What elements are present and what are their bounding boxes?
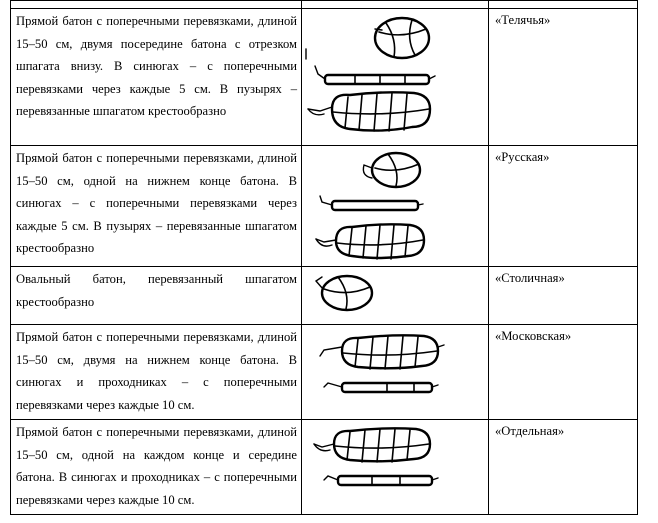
casing-sausage-icon <box>320 196 423 210</box>
description-text-line: Овальный батон, перевязанный шпагатом крестообразно <box>16 272 297 309</box>
casing-sausage-icon <box>315 66 435 84</box>
description-cell <box>11 146 302 267</box>
description-text-line: Прямой батон с поперечными перевязками, длиной 15–50 см, одной на каждом конце и середине батона. В синюгах и проходниках – с поперечными перевязками через каждые 10 см. <box>16 425 297 507</box>
sausage-name: «Столичная» <box>495 271 565 285</box>
table-cell <box>302 1 489 9</box>
description-text <box>11 9 301 125</box>
bubble-sausage-icon <box>363 153 420 187</box>
table-row <box>11 146 638 267</box>
description-text-line: Прямой батон с поперечными перевязками, длиной 15–50 см, двумя посередине батона с отрезком шпагата внизу. В синюгах – с поперечными перевязками через каждые 5 см. В пузырях – перевязанные шпагатом крестообразно <box>16 14 297 119</box>
sausage-illustration <box>302 9 488 143</box>
sausage-illustration <box>302 146 488 264</box>
description-cell <box>11 267 302 325</box>
sausage-illustration <box>302 325 488 417</box>
illustration-cell <box>302 146 489 267</box>
name-cell <box>489 420 638 515</box>
description-cell <box>11 325 302 420</box>
illustration-cell <box>302 9 489 146</box>
illustration-cell <box>302 267 489 325</box>
table-row-top-stub <box>11 1 638 9</box>
name-cell <box>489 9 638 146</box>
name-cell <box>489 325 638 420</box>
table-row <box>11 9 638 146</box>
illustration-cell <box>302 325 489 420</box>
table-cell <box>11 1 302 9</box>
sausage-table <box>10 0 638 515</box>
name-cell <box>489 267 638 325</box>
sausage-name: «Русская» <box>495 150 550 164</box>
table-row <box>11 325 638 420</box>
loaf-sausage-icon <box>316 224 424 259</box>
loaf-sausage-icon <box>314 428 430 462</box>
sausage-name: «Московская» <box>495 329 572 343</box>
description-text <box>11 325 301 418</box>
table-row <box>11 420 638 515</box>
loaf-sausage-icon <box>320 335 444 369</box>
description-text <box>11 267 301 315</box>
casing-sausage-icon <box>324 476 438 485</box>
description-text <box>11 420 301 513</box>
sausage-name: «Отдельная» <box>495 424 565 438</box>
bubble-sausage-icon <box>306 18 429 59</box>
description-cell <box>11 9 302 146</box>
illustration-cell <box>302 420 489 515</box>
sausage-illustration <box>302 420 488 512</box>
description-cell <box>11 420 302 515</box>
table-row <box>11 267 638 325</box>
loaf-sausage-icon <box>308 92 430 131</box>
description-text <box>11 146 301 262</box>
sausage-name: «Телячья» <box>495 13 551 27</box>
casing-sausage-icon <box>324 383 438 392</box>
description-text-line: Прямой батон с поперечными перевязками, длиной 15–50 см, одной на нижнем конце батона. В синюгах – с поперечными перевязками через каждые 5 см. В пузырях – перевязанные шпагатом крестообразно <box>16 151 297 256</box>
name-cell <box>489 146 638 267</box>
sausage-illustration <box>302 267 488 322</box>
oval-sausage-icon <box>316 276 372 310</box>
description-text-line: Прямой батон с поперечными перевязками, длиной 15–50 см, двумя на нижнем конце батона. В синюгах и проходниках – с поперечными перевязками через каждые 10 см. <box>16 330 297 412</box>
table-cell <box>489 1 638 9</box>
